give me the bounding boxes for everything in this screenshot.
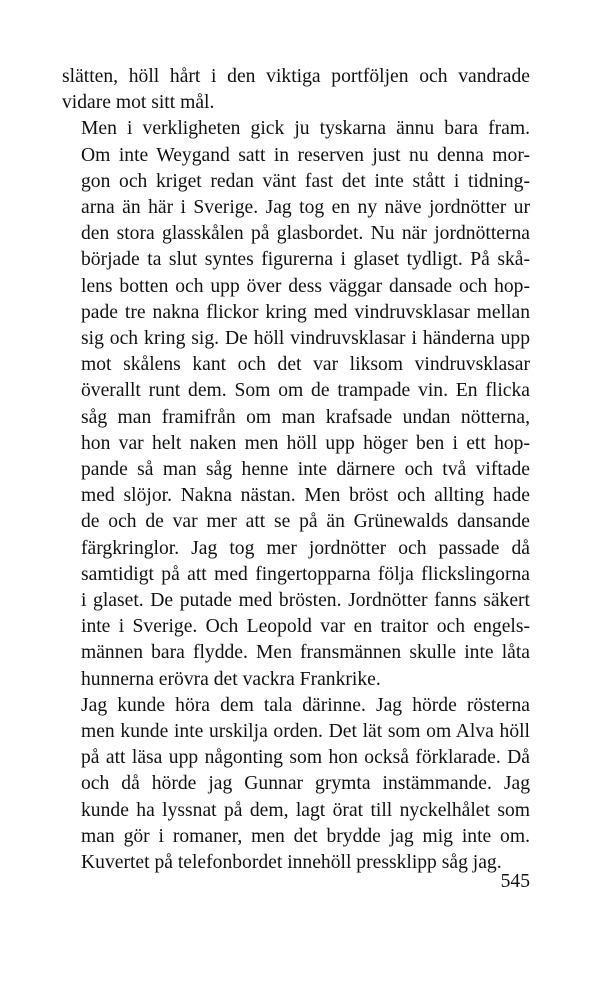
text-line: färgkringlor. Jag tog mer jordnötter och passade då [81, 537, 530, 559]
text-line: men kunde inte urskilja orden. Det lät som om Alva höll [81, 721, 530, 743]
text-line: Om inte Weygand satt in reserven just nu denna mor- [81, 144, 530, 166]
text-line: hon var helt naken men höll upp höger ben i ett hop- [81, 432, 530, 454]
text-line: såg man framifrån om man krafsade undan nötterna, [81, 406, 530, 428]
text-line: och då hörde jag Gunnar grymta instämmande. Jag [81, 773, 530, 795]
text-line: Kuvertet på telefonbordet innehöll pressklipp såg jag. [81, 852, 502, 874]
text-line: överallt runt dem. Som om de trampade vin. En flicka [81, 380, 530, 402]
text-line: på att läsa upp någonting som hon också förklarade. Då [81, 747, 530, 769]
text-line: den stora glasskålen på glasbordet. Nu när jordnötterna [81, 223, 530, 245]
text-line: arna än här i Sverige. Jag tog en ny näve jordnötter ur [81, 197, 530, 219]
text-line: slätten, höll hårt i den viktiga portföljen och vandrade [62, 66, 530, 87]
text-line: i glaset. De putade med brösten. Jordnötter fanns säkert [81, 590, 530, 612]
text-line: hunnerna erövra det vackra Frankrike. [81, 668, 381, 690]
text-line: började ta slut syntes figurerna i glaset tydligt. På skå- [81, 249, 530, 271]
text-line: man gör i romaner, men det brydde jag mig inte om. [81, 825, 530, 847]
text-line: inte i Sverige. Och Leopold var en traitor och engels- [81, 616, 530, 638]
text-line: mot skålens kant och det var liksom vindruvsklasar [81, 354, 530, 376]
text-line: de och de var mer att se på än Grünewalds dansande [81, 511, 530, 533]
text-line: gon och kriget redan vänt fast det inte stått i tidning- [81, 170, 530, 192]
page-number: 545 [500, 871, 530, 892]
text-line: kunde ha lyssnat på dem, lagt örat till nyckelhålet som [81, 799, 530, 821]
text-line: männen bara flydde. Men fransmännen skulle inte låta [81, 642, 530, 664]
text-line: vidare mot sitt mål. [62, 92, 215, 114]
text-line: med slöjor. Nakna nästan. Men bröst och allting hade [81, 485, 530, 507]
paragraph-3 [62, 693, 530, 876]
text-line: sig och kring sig. De höll vindruvsklasar i händerna upp [81, 328, 530, 350]
text-line: Jag kunde höra dem tala därinne. Jag hörde rösterna [81, 694, 530, 716]
text-line: lens botten och upp över dess väggar dansade och hop- [81, 275, 530, 297]
book-page-text [62, 64, 530, 876]
text-line: pade tre nakna flickor kring med vindruvsklasar mellan [81, 301, 530, 323]
text-line: samtidigt på att med fingertopparna följa flickslingorna [81, 563, 530, 585]
paragraph-2 [62, 116, 530, 692]
text-line: pande så man såg henne inte därnere och två viftade [81, 459, 530, 481]
paragraph-1 [62, 64, 530, 116]
text-line: Men i verkligheten gick ju tyskarna ännu bara fram. [81, 118, 530, 140]
